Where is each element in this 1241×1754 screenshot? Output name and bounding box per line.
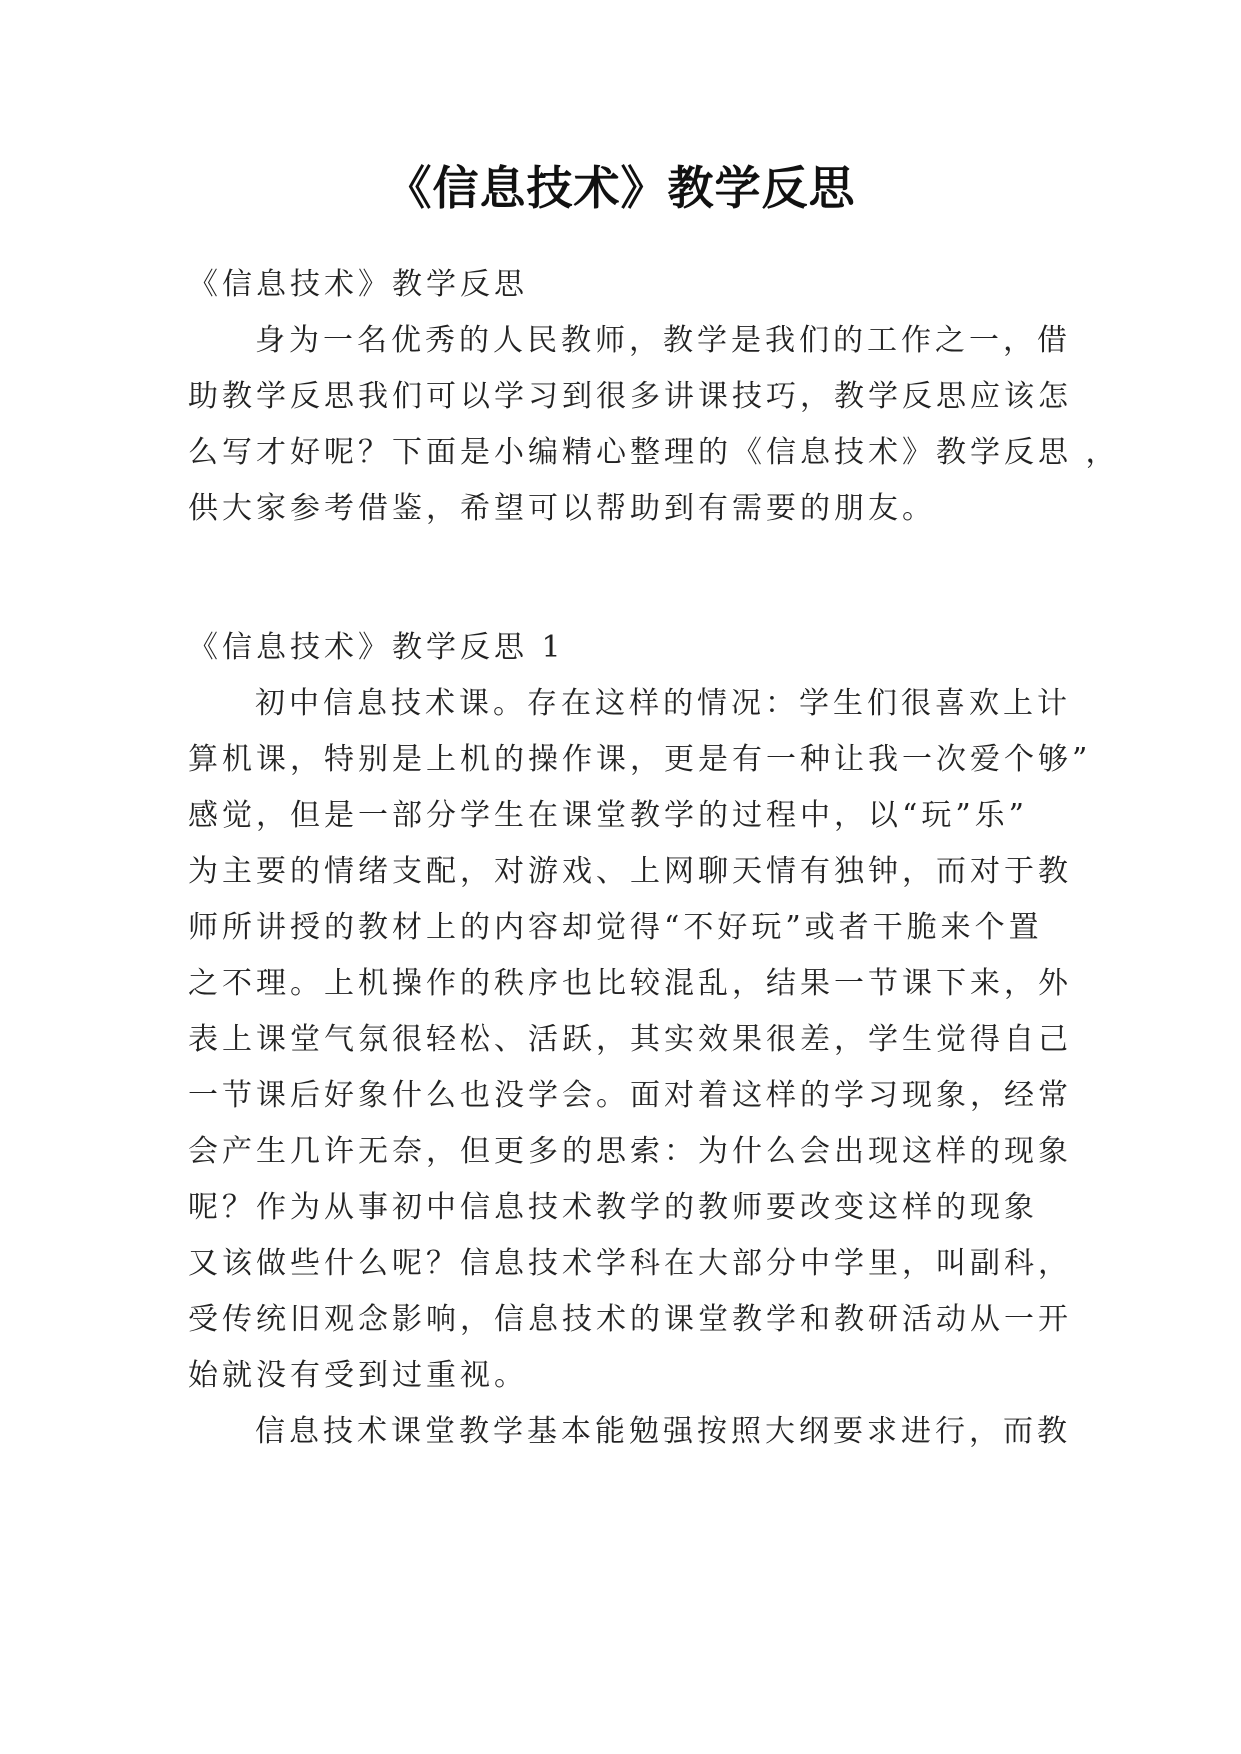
section-1 <box>188 620 1092 1460</box>
section-1-paragraph-line: 会产生几许无奈，但更多的思索：为什么会出现这样的现象 <box>188 1134 1072 1169</box>
section-1-heading: 《信息技术》教学反思 1 <box>188 630 565 665</box>
section-1-paragraph-line: 始就没有受到过重视。 <box>188 1358 528 1393</box>
intro-paragraph-line: 助教学反思我们可以学习到很多讲课技巧，教学反思应该怎 <box>188 379 1072 414</box>
section-1-paragraph-line: 初中信息技术课。存在这样的情况：学生们很喜欢上计 <box>255 686 1071 721</box>
section-1-paragraph-line: 算机课，特别是上机的操作课，更是有一种让我一次爱个够” <box>188 742 1092 777</box>
intro-heading: 《信息技术》教学反思 <box>188 267 528 302</box>
intro-paragraph-line: 么写才好呢？下面是小编精心整理的《信息技术》教学反思 ， <box>188 435 1120 470</box>
section-1-paragraph-2-line: 信息技术课堂教学基本能勉强按照大纲要求进行，而教 <box>255 1414 1071 1449</box>
section-1-paragraph-line: 呢？作为从事初中信息技术教学的教师要改变这样的现象 <box>188 1190 1038 1225</box>
section-1-paragraph-line: 一节课后好象什么也没学会。面对着这样的学习现象，经常 <box>188 1078 1072 1113</box>
intro-paragraph-line: 身为一名优秀的人民教师，教学是我们的工作之一，借 <box>255 323 1071 358</box>
section-1-paragraph-line: 表上课堂气氛很轻松、活跃，其实效果很差，学生觉得自己 <box>188 1022 1072 1057</box>
section-1-paragraph-line: 为主要的情绪支配，对游戏、上网聊天情有独钟，而对于教 <box>188 854 1072 889</box>
section-1-paragraph-line: 感觉，但是一部分学生在课堂教学的过程中，以“玩”乐” <box>188 798 1029 833</box>
section-1-paragraph-line: 受传统旧观念影响，信息技术的课堂教学和教研活动从一开 <box>188 1302 1072 1337</box>
document-title: 《信息技术》教学反思 <box>385 161 856 215</box>
section-1-paragraph-line: 又该做些什么呢？信息技术学科在大部分中学里，叫副科， <box>188 1246 1072 1281</box>
intro-section <box>188 257 1120 537</box>
intro-paragraph-line: 供大家参考借鉴，希望可以帮助到有需要的朋友。 <box>188 491 936 526</box>
section-1-paragraph-line: 师所讲授的教材上的内容却觉得“不好玩”或者干脆来个置 <box>188 910 1043 945</box>
section-1-paragraph-line: 之不理。上机操作的秩序也比较混乱，结果一节课下来，外 <box>188 966 1072 1001</box>
